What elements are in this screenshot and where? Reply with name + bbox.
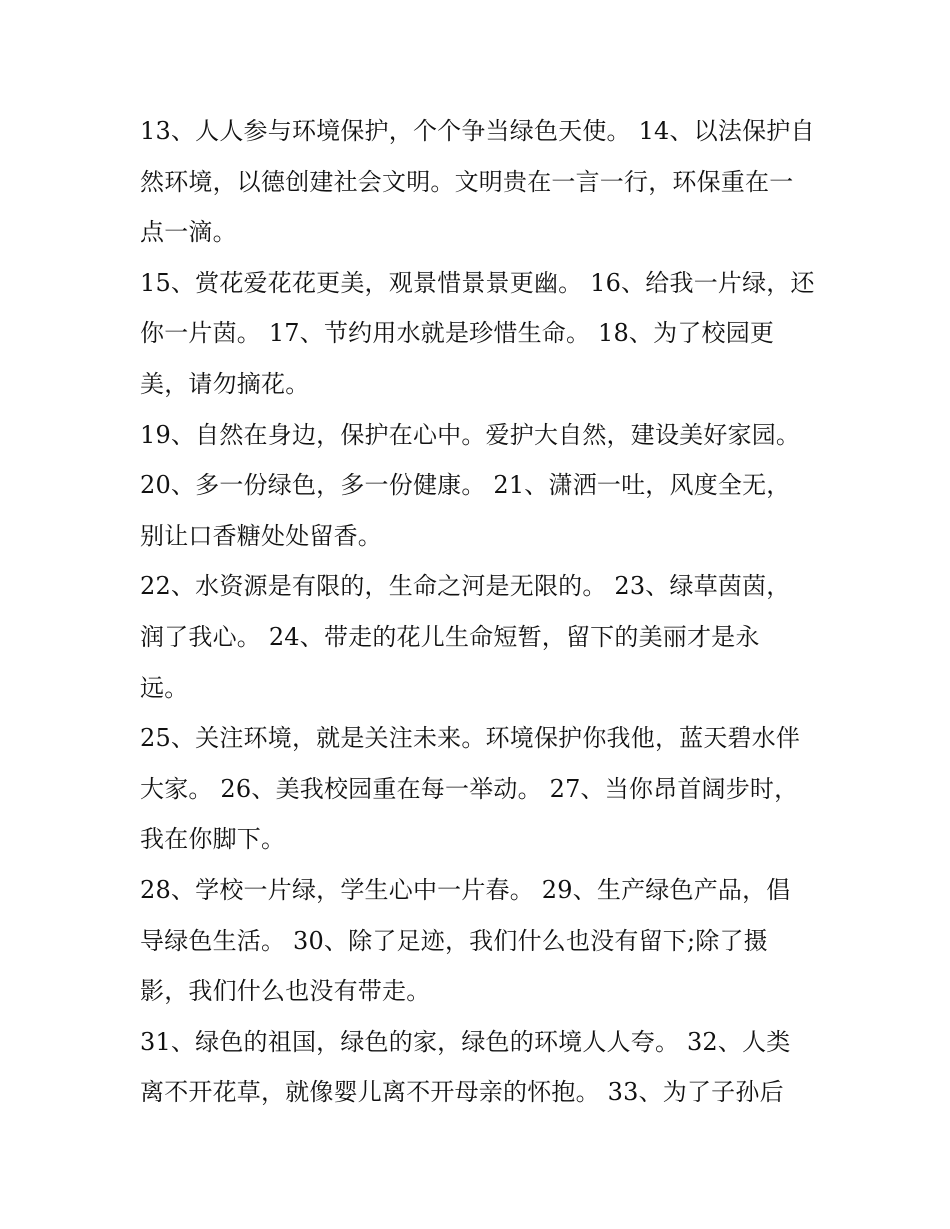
text-line: 润了我心。 24、带走的花儿生命短暂，留下的美丽才是永 [140, 622, 760, 651]
text-line: 31、绿色的祖国，绿色的家，绿色的环境人人夸。 32、人类 [140, 1027, 791, 1056]
text-line: 20、多一份绿色，多一份健康。 21、潇洒一吐，风度全无， [140, 471, 791, 500]
text-line: 点一滴。 [140, 218, 237, 247]
text-line: 美，请勿摘花。 [140, 369, 310, 398]
text-line: 影，我们什么也没有带走。 [140, 977, 431, 1006]
text-line: 你一片茵。 17、节约用水就是珍惜生命。 18、为了校园更 [140, 319, 775, 348]
text-line: 19、自然在身边，保护在心中。爱护大自然，建设美好家园。 [140, 420, 801, 449]
text-line: 然环境，以德创建社会文明。文明贵在一言一行，环保重在一 [140, 167, 794, 196]
text-line: 远。 [140, 673, 189, 702]
text-line: 28、学校一片绿，学生心中一片春。 29、生产绿色产品，倡 [140, 875, 791, 904]
text-line: 别让口香糖处处留香。 [140, 521, 382, 550]
text-line: 25、关注环境，就是关注未来。环境保护你我他，蓝天碧水伴 [140, 724, 801, 753]
text-line: 15、赏花爱花花更美，观景惜景景更幽。 16、给我一片绿，还 [140, 268, 815, 297]
text-line: 我在你脚下。 [140, 825, 286, 854]
text-line: 22、水资源是有限的，生命之河是无限的。 23、绿草茵茵， [140, 572, 791, 601]
document-body [140, 106, 820, 1118]
text-line: 13、人人参与环境保护，个个争当绿色天使。 14、以法保护自 [140, 117, 815, 145]
text-line: 离不开花草，就像婴儿离不开母亲的怀抱。 33、为了子孙后 [140, 1078, 784, 1107]
text-line: 导绿色生活。 30、除了足迹，我们什么也没有留下;除了摄 [140, 926, 768, 955]
text-line: 大家。 26、美我校园重在每一举动。 27、当你昂首阔步时， [140, 774, 799, 803]
